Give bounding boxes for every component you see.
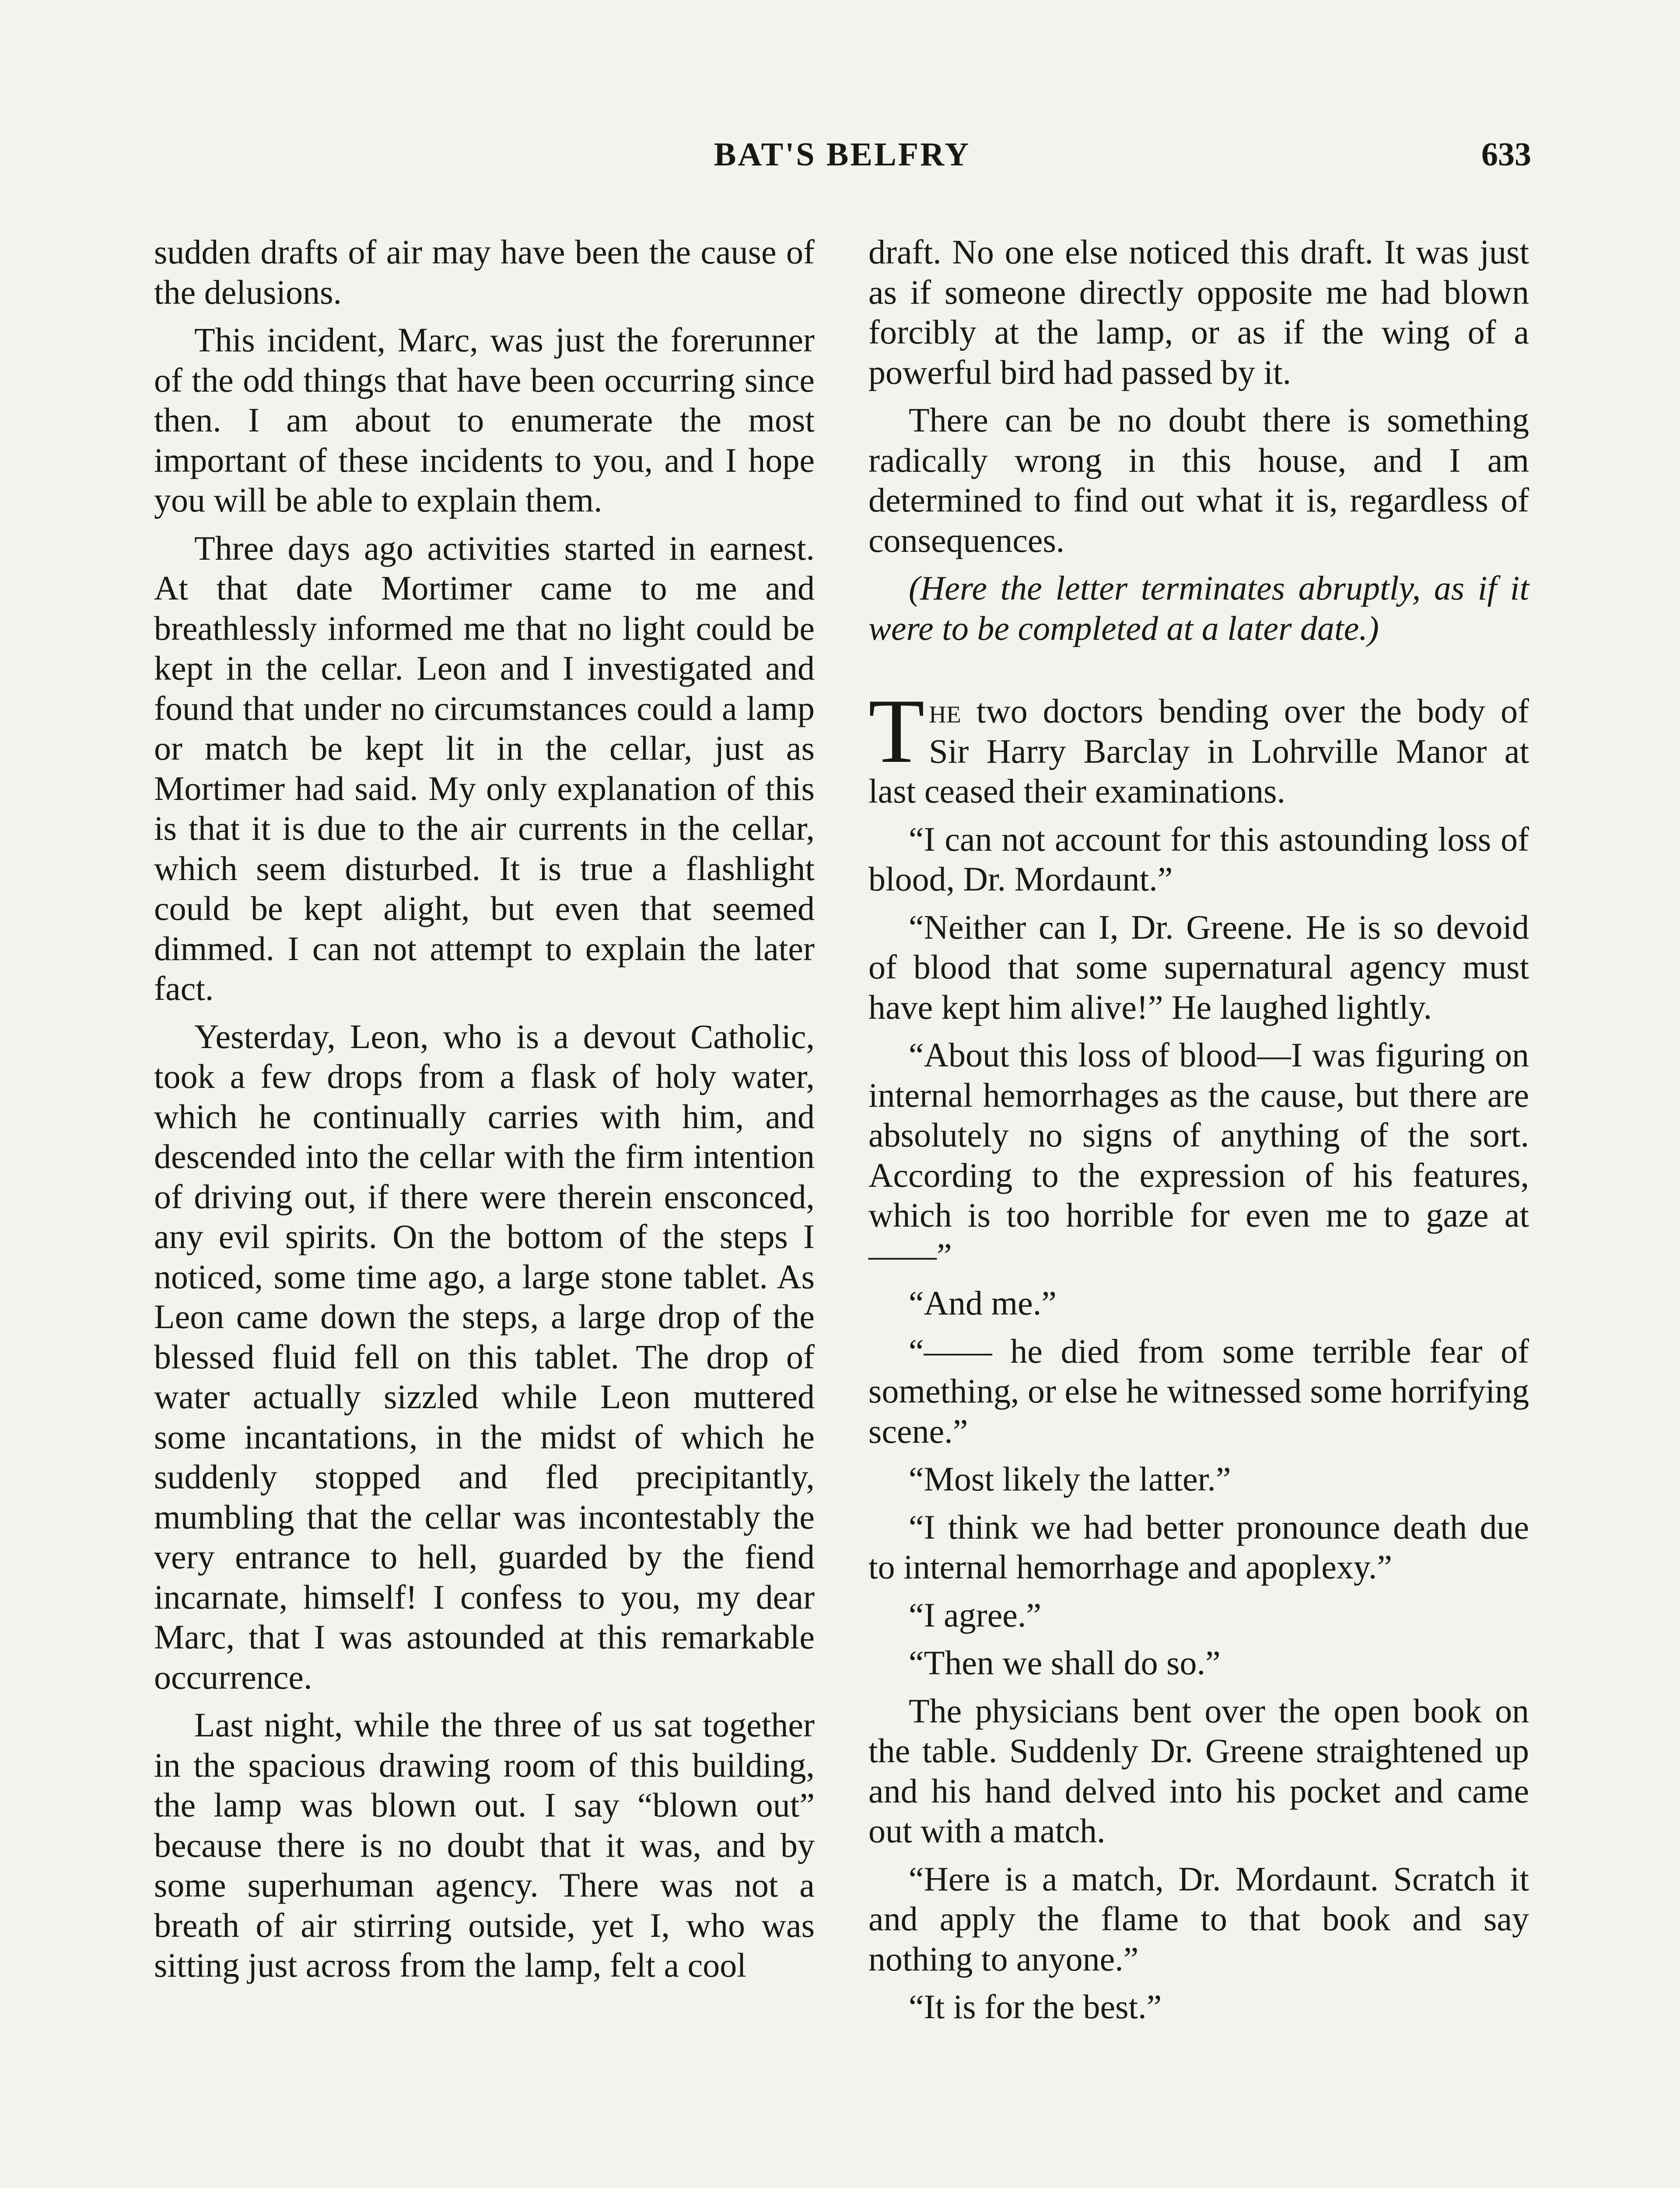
paragraph: “And me.”	[909, 1284, 1057, 1322]
editor-note: (Here the letter terminates abruptly, as if it were to be completed at a later date.)	[868, 569, 1529, 647]
paragraph: “I agree.”	[909, 1595, 1042, 1634]
paragraph: “Most likely the latter.”	[909, 1460, 1231, 1498]
paragraph: “Here is a match, Dr. Mordaunt. Scratch it and apply the flame to that book and say nothing to anyone.”	[868, 1859, 1529, 1978]
left-column	[154, 232, 815, 1993]
paragraph: “It is for the best.”	[909, 1988, 1162, 2026]
paragraph: Three days ago activities started in earnest. At that date Mortimer came to me and breathlessly informed me that no light could be kept in the cellar. Leon and I investigated and found that under no circumstances could a lamp or match be kept lit in the cellar, just as Mortimer had said. My only explanation of this is that it is due to the air currents in the cellar, which seem disturbed. It is true a flashlight could be kept alight, but even that seemed dimmed. I can not attempt to explain the later fact.	[154, 529, 815, 1007]
page-number: 633	[1481, 136, 1531, 173]
paragraph: “—— he died from some terrible fear of something, or else he witnessed some horrifying scene.”	[868, 1332, 1529, 1450]
paragraph: There can be no doubt there is something radically wrong in this house, and I am determined to find out what it is, regardless of consequences.	[868, 401, 1529, 559]
paragraph: “About this loss of blood—I was figuring on internal hemorrhages as the cause, but there are absolutely no signs of anything of the sort. According to the expression of his features, which is too horrible for even me to gaze at——”	[868, 1036, 1529, 1274]
section-opening-paragraph	[868, 680, 1529, 811]
running-title: BAT'S BELFRY	[714, 136, 971, 173]
paragraph: sudden drafts of air may have been the cause of the delusions.	[154, 233, 815, 311]
paragraph: “I can not account for this astounding loss of blood, Dr. Mordaunt.”	[868, 820, 1529, 898]
opening-text: two doctors bending over the body of Sir Harry Barclay in Lohrville Manor at last ceased their examinations.	[868, 692, 1529, 810]
paragraph: draft. No one else noticed this draft. It was just as if someone directly opposite me had blown forcibly at the lamp, or as if the wing of a powerful bird had passed by it.	[868, 233, 1529, 391]
paragraph: “Neither can I, Dr. Greene. He is so devoid of blood that some supernatural agency must have kept him alive!” He laughed lightly.	[868, 908, 1529, 1026]
paragraph: Last night, while the three of us sat together in the spacious drawing room of this building, the lamp was blown out. I say “blown out” because there is no doubt that it was, and by some superhuman agency. There was not a breath of air stirring outside, yet I, who was sitting just across from the lamp, felt a cool	[154, 1706, 815, 1984]
paragraph: “I think we had better pronounce death due to internal hemorrhage and apoplexy.”	[868, 1508, 1529, 1586]
paragraph: “Then we shall do so.”	[909, 1644, 1221, 1682]
right-column	[868, 232, 1529, 2035]
paragraph: This incident, Marc, was just the forerunner of the odd things that have been occurring since then. I am about to enumerate the most important of these incidents to you, and I hope you will be able to explain them.	[154, 321, 815, 519]
drop-cap: T	[868, 680, 925, 782]
section-break	[868, 656, 1529, 691]
paragraph: The physicians bent over the open book on the table. Suddenly Dr. Greene straightened up and his hand delved into his pocket and came out with a match.	[868, 1691, 1529, 1850]
paragraph: Yesterday, Leon, who is a devout Catholic, took a few drops from a flask of holy water, which he continually carries with him, and descended into the cellar with the firm intention of driving out, if there were therein ensconced, any evil spirits. On the bottom of the steps I noticed, some time ago, a large stone tablet. As Leon came down the steps, a large drop of the blessed fluid fell on this tablet. The drop of water actually sizzled while Leon muttered some incantations, in the midst of which he suddenly stopped and fled precipitantly, mumbling that the cellar was incontestably the very entrance to hell, guarded by the fiend incarnate, himself! I confess to you, my dear Marc, that I was astounded at this remarkable occurrence.	[154, 1017, 815, 1696]
small-caps-lead: he	[929, 692, 961, 730]
running-head	[153, 136, 1531, 184]
